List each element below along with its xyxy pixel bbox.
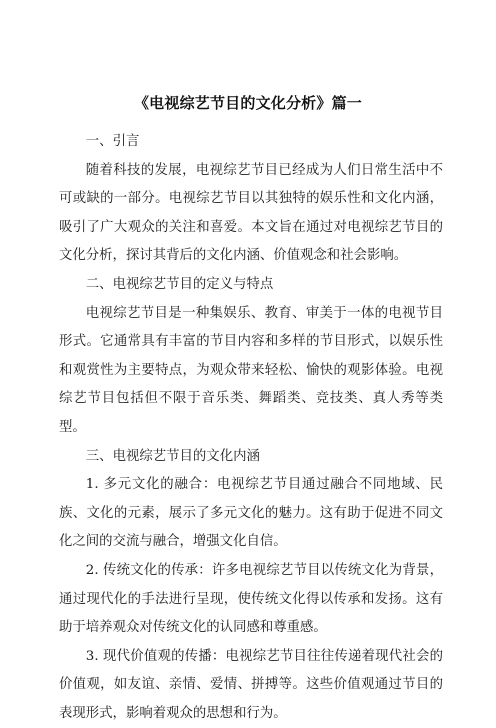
document-title: 《电视综艺节目的文化分析》篇一 xyxy=(133,94,362,112)
document-body xyxy=(59,128,443,728)
section-heading-intro: 一、引言 xyxy=(85,134,140,149)
paragraph-point-1: 1. 多元文化的融合：电视综艺节目通过融合不同地域、民族、文化的元素，展示了多元文化的魅力。这有助于促进不同文化之间的交流与融合，增强文化自信。 xyxy=(59,477,443,550)
section-heading-culture: 三、电视综艺节目的文化内涵 xyxy=(85,448,260,464)
paragraph-definition: 电视综艺节目是一种集娱乐、教育、审美于一体的电视节目形式。它通常具有丰富的节目内容和多样的节目形式，以娱乐性和观赏性为主要特点，为观众带来轻松、愉快的观影体验。电视综艺节目包括但不限于音乐类、舞蹈类、竞技类、真人秀等类型。 xyxy=(59,305,443,435)
paragraph-intro: 随着科技的发展，电视综艺节目已经成为人们日常生活中不可或缺的一部分。电视综艺节目以其独特的娱乐性和文化内涵，吸引了广大观众的关注和喜爱。本文旨在通过对电视综艺节目的文化分析，探讨其背后的文化内涵、价值观念和社会影响。 xyxy=(59,162,443,264)
paragraph-point-2: 2. 传统文化的传承：许多电视综艺节目以传统文化为背景，通过现代化的手法进行呈现，使传统文化得以传承和发扬。这有助于培养观众对传统文化的认同感和尊重感。 xyxy=(59,562,443,636)
section-heading-definition: 二、电视综艺节目的定义与特点 xyxy=(85,276,274,292)
paragraph-point-3: 3. 现代价值观的传播：电视综艺节目往往传递着现代社会的价值观，如友谊、亲情、爱情、拼搏等。这些价值观通过节目的表现形式，影响着观众的思想和行为。 xyxy=(59,648,443,721)
